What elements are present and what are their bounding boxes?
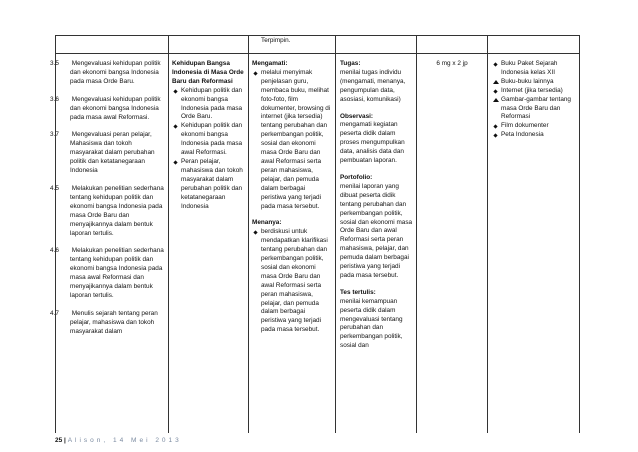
bullet-icon (173, 89, 177, 93)
triangle-bullet-icon (493, 80, 499, 84)
page-footer (55, 437, 182, 444)
sumber-item: Internet (jika tersedia) (492, 87, 576, 96)
bullet-icon (493, 89, 497, 93)
observasi-title: Observasi: (340, 112, 374, 120)
bullet-icon (493, 125, 497, 129)
syllabus-table (50, 35, 580, 433)
materi-item: Kehidupan politik dan ekonomi bangsa Indonesia pada masa awal Reformasi. (172, 122, 244, 158)
bullet-icon (493, 134, 497, 138)
sumber-item: Gambar-gambar tentang masa Orde Baru dan Reformasi (492, 96, 576, 123)
alokasi-column (418, 60, 486, 69)
competency-item: 3.6 Mengevaluasi kehidupan politik dan ekonomi bangsa Indonesia pada masa awal Reformasi. (50, 95, 161, 121)
bullet-icon (173, 160, 177, 164)
column-divider (248, 36, 249, 433)
portofolio-title: Portofolio: (340, 173, 373, 181)
menanya-title: Menanya: (252, 219, 282, 227)
competency-item: 4.7 Menulis sejarah tentang peran pelajar, mahasiswa dan tokoh masyarakat dalam (50, 309, 158, 335)
bullet-icon (493, 62, 497, 66)
footer-separator: | (64, 437, 66, 444)
bullet-icon (253, 231, 257, 235)
menanya-item: berdiskusi untuk mendapatkan klarifikasi tentang perubahan dan perkembangan politik, sosial dan ekonomi masa Orde Baru dan awal Reformasi serta peran mahasiswa, pelajar, dan pemuda dalam berbagai peristiwa yang terjadi pada masa tersebut. (252, 228, 332, 335)
competency-item: 3.7 Mengevaluasi peran pelajar, Mahasiswa dan tokoh masyarakat dalam perubahan politik dan ketatanegaraan Indonesia (50, 131, 155, 175)
column-divider (168, 36, 169, 433)
competency-column (50, 60, 166, 346)
tes-title: Tes tertulis: (340, 288, 376, 296)
bullet-icon (173, 125, 177, 129)
column-divider (416, 36, 417, 433)
triangle-bullet-icon (493, 98, 499, 102)
bullet-icon (253, 71, 257, 75)
top-row-text: Terpimpin. (261, 37, 291, 44)
competency-item: 4.5 Melakukan penelitian sederhana tentang kehidupan politik dan ekonomi bangsa Indonesia pada masa Orde Baru dan menyajikannya dalam bentuk laporan tertulis. (50, 184, 164, 237)
sumber-column (492, 60, 576, 140)
tugas-title: Tugas: (340, 60, 361, 67)
row-divider (56, 53, 579, 54)
sumber-item: Film dokumenter (492, 122, 576, 131)
footer-author-date: Alison, 14 Mei 2013 (67, 437, 182, 444)
penilaian-column (340, 60, 414, 351)
tes-text: menilai kemampuan peserta didik dalam mengevaluasi tentang perubahan dan perkembangan politik, sosial dan (340, 297, 403, 350)
pembelajaran-column (252, 60, 332, 335)
mengamati-title: Mengamati: (252, 60, 288, 67)
materi-item: Peran pelajar, mahasiswa dan tokoh masyarakat dalam perubahan politik dan ketatanegaraan Indonesia (172, 158, 244, 211)
mengamati-item: melalui menyimak penjelasan guru, membaca buku, melihat foto-foto, film dokumenter, browsing di internet (jika tersedia) tentang perubahan dan perkembangan politik, sosial dan ekonomi masa Orde Baru dan awal Reformasi serta peran mahasiswa, pelajar, dan pemuda dalam berbagai peristiwa yang terjadi pada masa tersebut. (252, 69, 332, 212)
tugas-text: menilai tugas individu (mengamati, menanya, pengumpulan data, asosiasi, komunikasi) (340, 68, 406, 103)
column-divider (487, 36, 488, 433)
materi-item: Kehidupan politik dan ekonomi bangsa Indonesia pada masa Orde Baru. (172, 87, 244, 123)
sumber-item: Peta Indonesia (492, 131, 576, 140)
observasi-text: mengamati kegiatan peserta didik dalam proses mengumpulkan data, analisis data dan pembuatan laporan. (340, 121, 405, 165)
sumber-item: Buku-buku lainnya (492, 78, 576, 87)
page-number: 25 (55, 437, 63, 444)
alokasi-text: 6 mg x 2 jp (436, 60, 468, 67)
portofolio-text: menilai laporan yang dibuat peserta didik tentang perubahan dan perkembangan politik, sosial dan ekonomi masa Orde Baru dan awal Reformasi serta peran mahasiswa, pelajar, dan pemuda dalam berbagai peristiwa yang terjadi pada masa tersebut. (340, 182, 413, 279)
materi-title: Kehidupan Bangsa Indonesia di Masa Orde Baru dan Reformasi (172, 60, 244, 85)
column-divider (335, 36, 336, 433)
competency-item: 4.6 Melakukan penelitian sederhana tentang kehidupan politik dan ekonomi bangsa Indonesia pada masa awal Reformasi dan menyajikannya dalam bentuk laporan tertulis. (50, 247, 164, 299)
materi-column (172, 60, 244, 211)
competency-item: 3.5 Mengevaluasi kehidupan politik dan ekonomi bangsa Indonesia pada masa Orde Baru. (50, 60, 161, 85)
sumber-item: Buku Paket Sejarah Indonesia kelas XII (492, 60, 576, 78)
